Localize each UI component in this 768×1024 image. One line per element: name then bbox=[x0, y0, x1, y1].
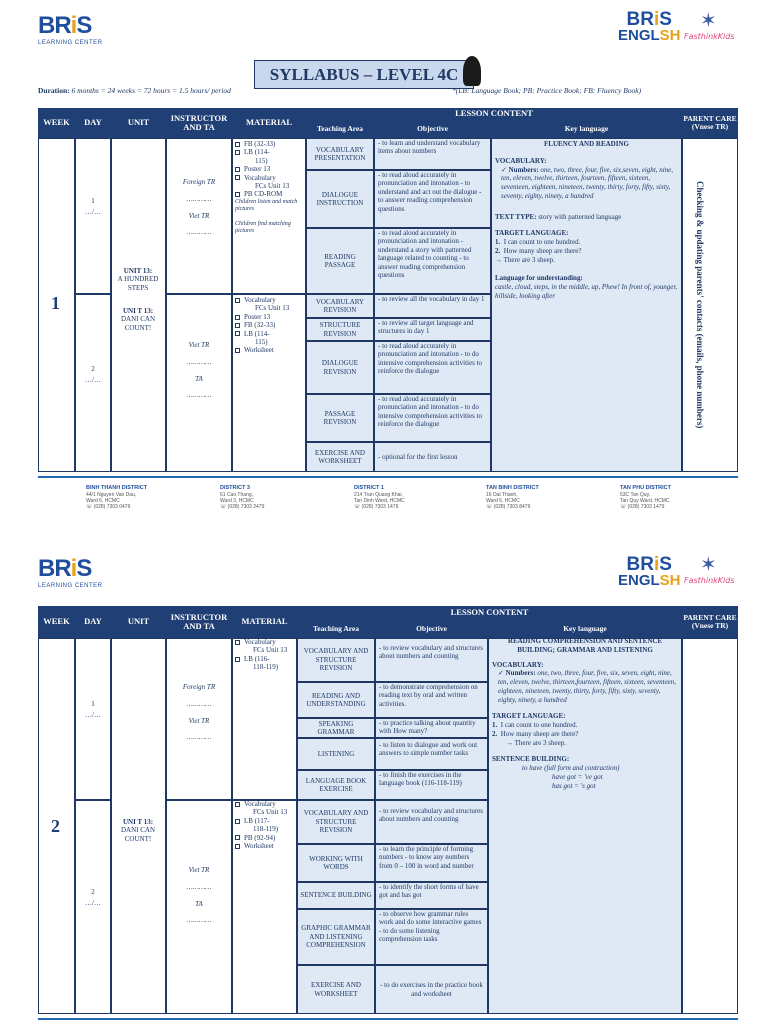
week-number: 1 bbox=[51, 293, 60, 313]
objective: - to learn and understand vocabulary items about numbers bbox=[374, 138, 491, 170]
fasthink-kids-logo: FasthinkKids bbox=[684, 32, 735, 41]
header-parent-care: PARENT CARE (Vnese TR) bbox=[682, 108, 738, 138]
unit-title: UNI T 13: DANI CAN COUNT! bbox=[120, 818, 156, 843]
objective: - to review all target language and structures in day 1 bbox=[374, 318, 491, 341]
footer-address: TAN BINH DISTRICT 16 Dat Thanh, Ward 6, HCMC ☏ (028) 7303 8479 bbox=[486, 485, 539, 511]
teaching-area: SENTENCE BUILDING bbox=[297, 882, 375, 909]
header-day: DAY bbox=[75, 108, 111, 138]
day-label: 1 …/… bbox=[85, 700, 101, 720]
objective: - to read aloud accurately in pronunciation and intonation - to do intensive comprehension activities to reinforce the dialogue bbox=[374, 341, 491, 394]
footer-address: DISTRICT 1 214 Tran Quang Khai, Tan Dinh Ward, HCMC ☏ (028) 7303 1479 bbox=[354, 485, 405, 511]
parent-care-cell bbox=[682, 638, 738, 1014]
objective: - to read aloud accurately in pronunciation and intonation - to understand and act out the dialogue - to answer reading comprehension questions bbox=[374, 170, 491, 228]
bris-logo-subtitle: LEARNING CENTER bbox=[38, 40, 103, 46]
footer-divider bbox=[38, 1018, 738, 1020]
fasthink-kids-logo: FasthinkKids bbox=[684, 576, 735, 585]
footer-divider bbox=[38, 476, 738, 478]
day-label: 1 …/… bbox=[85, 197, 101, 217]
header-instructor: INSTRUCTOR AND TA bbox=[166, 108, 232, 138]
header-objective: Objective bbox=[375, 620, 488, 638]
key-language: FLUENCY AND READING VOCABULARY: ✓ Numbers: one, two, three, four, five, six,seven, eight, nine, ten, eleven, twelve, thirteen, fourteen, fifteen, sixteen, seventeen, eighteen, nineteen, twenty, thirty, forty, fifty, sixty, seventy, eighty, ninety, a hundred TEXT TYPE: story with patterned language TARGET LANGUAGE: 1. I can count to one hundred. 2. How many sheep are there? → There are 3 sheep. Language for understanding: castle, cloud, steps, in the middle, up, Phew! In front of, younger, hillside, looking after bbox=[495, 140, 678, 300]
header-key-language: Key language bbox=[491, 120, 682, 138]
header-unit: UNIT bbox=[111, 606, 166, 638]
teaching-area: GRAPHIC GRAMMAR AND LISTENING COMPREHENSION bbox=[297, 909, 375, 965]
book-abbreviation-note: *(LB: Language Book; PB: Practice Book; FB: Fluency Book) bbox=[452, 86, 642, 95]
teaching-area: PASSAGE REVISION bbox=[306, 394, 374, 442]
bris-english-logo: BRiS ENGLSH bbox=[618, 9, 681, 44]
header-material: MATERIAL bbox=[232, 606, 297, 638]
unit-cell bbox=[111, 138, 166, 472]
material-list: Vocabulary FCs Unit 13 LB (117- 118-119) PB (92-94) Worksheet bbox=[235, 800, 297, 850]
header-parent-care: PARENT CARE (Vnese TR) bbox=[682, 606, 738, 638]
parent-care-cell bbox=[682, 138, 738, 472]
teaching-area: DIALOGUE INSTRUCTION bbox=[306, 170, 374, 228]
header-day: DAY bbox=[75, 606, 111, 638]
bris-logo: BRiS bbox=[38, 555, 92, 582]
teaching-area: VOCABULARY AND STRUCTURE REVISION bbox=[297, 800, 375, 844]
header-objective: Objective bbox=[374, 120, 491, 138]
objective: - to listen to dialogue and work out answers to simple number tasks bbox=[375, 738, 488, 770]
objective: - to review vocabulary and structures about numbers and counting bbox=[375, 638, 488, 682]
objective: - to demonstrate comprehension on reading text by oral and written activities. bbox=[375, 682, 488, 718]
teaching-area: WORKING WITH WORDS bbox=[297, 844, 375, 882]
material-list: FB (32-33) LB (114- 115) Poster 13 Vocabulary FCs Unit 13 PB CD-ROM Children listen and match pictures Children find matching pictures bbox=[235, 140, 298, 235]
objective: - to read aloud accurately in pronunciation and intonation - to do intensive comprehension activities to reinforce the dialogue bbox=[374, 394, 491, 442]
fasthink-kids-figure-icon: ✶ bbox=[700, 552, 717, 576]
unit-title: UNI T 13: DANI CAN COUNT! bbox=[120, 307, 156, 332]
bris-logo-subtitle: LEARNING CENTER bbox=[38, 583, 103, 589]
teaching-area: VOCABULARY AND STRUCTURE REVISION bbox=[297, 638, 375, 682]
teaching-area: DIALOGUE REVISION bbox=[306, 341, 374, 394]
objective: - to do exercises in the practice book and worksheet bbox=[375, 965, 488, 1014]
footer-address: DISTRICT 3 61 Cao Thang, Ward 3, HCMC ☏ (028) 7303 2479 bbox=[220, 485, 265, 511]
header-material: MATERIAL bbox=[232, 108, 306, 138]
header-lesson-content: LESSON CONTENT bbox=[306, 108, 682, 120]
material-list: Vocabulary FCs Unit 13 LB (116- 118-119) bbox=[235, 638, 297, 672]
teaching-area: VOCABULARY PRESENTATION bbox=[306, 138, 374, 170]
teaching-area: LANGUAGE BOOK EXERCISE bbox=[297, 770, 375, 800]
teaching-area: LISTENING bbox=[297, 738, 375, 770]
header-week: WEEK bbox=[38, 606, 75, 638]
day-label: 2 …/… bbox=[85, 365, 101, 385]
teaching-area: EXERCISE AND WORKSHEET bbox=[297, 965, 375, 1014]
header-teaching-area: Teaching Area bbox=[297, 620, 375, 638]
bris-logo: BRiS bbox=[38, 12, 92, 39]
objective: - to learn the principle of forming numbers - to know any numbers from 0 – 100 in word and number bbox=[375, 844, 488, 882]
unit-title: UNIT 13: A HUNDRED STEPS bbox=[117, 267, 159, 292]
duration-info: Duration: 6 months = 24 weeks = 72 hours = 1.5 hours/ period bbox=[38, 86, 231, 95]
objective: - to finish the exercises in the language book (116-118-119) bbox=[375, 770, 488, 800]
footer-address: BINH THANH DISTRICT 44/1 Nguyen Van Dau, Ward 6, HCMC ☏ (028) 7303 0479 bbox=[86, 485, 148, 511]
syllabus-title: SYLLABUS – LEVEL 4C bbox=[254, 60, 474, 89]
header-lesson-content: LESSON CONTENT bbox=[297, 606, 682, 620]
day-label: 2 …/… bbox=[85, 888, 101, 908]
material-list: Vocabulary FCs Unit 13 Poster 13 FB (32-33) LB (114- 115) Worksheet bbox=[235, 296, 305, 355]
teaching-area: STRUCTURE REVISION bbox=[306, 318, 374, 341]
objective: - to practice talking about quantity with How many? bbox=[375, 718, 488, 738]
parent-care-text: Checking & updating parents' contacts (emails, phone numbers) bbox=[695, 181, 705, 429]
bris-english-logo: BRiS ENGLSH bbox=[618, 554, 681, 589]
objective: - to review vocabulary and structures about numbers and counting bbox=[375, 800, 488, 844]
teaching-area: SPEAKING GRAMMAR bbox=[297, 718, 375, 738]
teaching-area: READING PASSAGE bbox=[306, 228, 374, 294]
teaching-area: READING AND UNDERSTANDING bbox=[297, 682, 375, 718]
fasthink-kids-figure-icon: ✶ bbox=[700, 8, 717, 32]
instructor-list: Foreign TR ………… Viet TR ………… bbox=[182, 683, 216, 742]
footer-address: TAN PHU DISTRICT 53C Tan Quy, Tan Quy Ward, HCMC ☏ (028) 7303 1479 bbox=[620, 485, 671, 511]
header-key-language: Key language bbox=[488, 620, 682, 638]
teaching-area: EXERCISE AND WORKSHEET bbox=[306, 442, 374, 472]
objective: - optional for the first lesson bbox=[374, 442, 491, 472]
instructor-list: Foreign TR ………… Viet TR ………… bbox=[182, 178, 216, 237]
key-language: READING COMPREHENSION AND SENTENCE BUILDING; GRAMMAR AND LISTENING VOCABULARY: ✓ Numbers: one, two, three, four, five, six, seven, eight, nine, ten, eleven, twelve, thirteen,fourteen, fifteen, sixteen, seventeen, eighteen, nineteen, twenty, thirty, forty, fifty, sixty, seventy, eighty, ninety, a hundred TARGET LANGUAGE: 1. I can count to one hundred. 2. How many sheep are there? → There are 3 sheep. SENTENCE BUILDING: to have (full form and contraction) have got = 've got has got = 's got bbox=[492, 637, 677, 790]
teaching-area: VOCABULARY REVISION bbox=[306, 294, 374, 318]
header-unit: UNIT bbox=[111, 108, 166, 138]
objective: - to identify the short forms of have got and has got bbox=[375, 882, 488, 909]
rocket-icon bbox=[463, 56, 481, 86]
week-number: 2 bbox=[51, 816, 60, 836]
instructor-list: Viet TR ………… TA ………… bbox=[186, 866, 212, 925]
objective: - to review all the vocabulary in day 1 bbox=[374, 294, 491, 318]
objective: - to read aloud accurately in pronunciation and intonation - understand a story with patterned language related to counting - to answer reading comprehension questions bbox=[374, 228, 491, 294]
header-teaching-area: Teaching Area bbox=[306, 120, 374, 138]
objective: - to observe how grammar rules work and do some interactive games - to do some listening comprehension tasks bbox=[375, 909, 488, 965]
instructor-list: Viet TR ………… TA ………… bbox=[186, 341, 212, 400]
header-week: WEEK bbox=[38, 108, 75, 138]
header-instructor: INSTRUCTOR AND TA bbox=[166, 606, 232, 638]
